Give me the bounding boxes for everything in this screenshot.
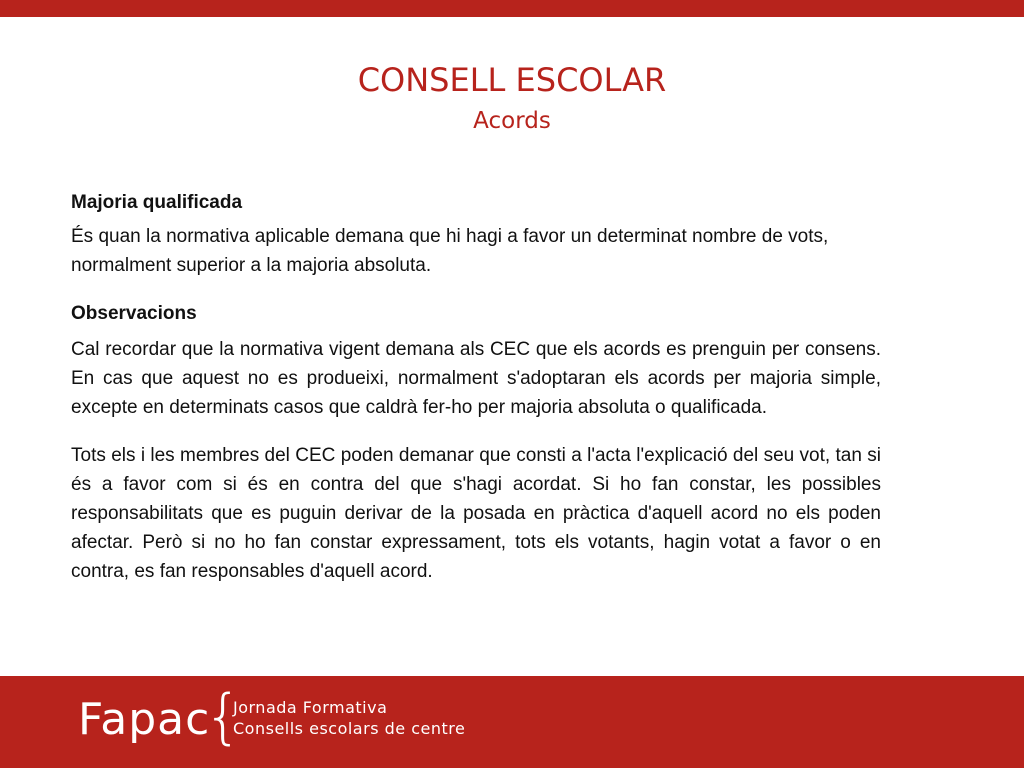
definition-paragraph: És quan la normativa aplicable demana que hi hagi a favor un determinat nombre de vots, normalment superior a la majoria absoluta. — [71, 226, 829, 276]
top-accent-bar — [0, 0, 1024, 17]
observation-paragraph-1: Cal recordar que la normativa vigent demana als CEC que els acords es prenguin per consens. En cas que aquest no es produeixi, normalment s'adoptaran els acords per majoria simple, excepte en determinats casos que caldrà fer-ho per majoria absoluta o qualificada. — [71, 339, 881, 418]
section-heading-observacions: Observacions — [71, 303, 197, 324]
logo-brace: { — [204, 682, 243, 752]
footer-event-subtitle: Consells escolars de centre — [233, 719, 466, 738]
slide-content — [71, 190, 881, 586]
section-heading-majoria-qualificada: Majoria qualificada — [71, 192, 243, 213]
footer-event-title: Jornada Formativa — [233, 698, 388, 717]
slide-subtitle: Acords — [473, 108, 551, 134]
observation-paragraph-2: Tots els i les membres del CEC poden demanar que consti a l'acta l'explicació del seu vot, tan si és a favor com si és en contra del que s'hagi acordat. Si ho fan constar, les possibles responsabilitats que es puguin derivar de la posada en pràctica d'aquell acord no els poden afectar. Però si no ho fan constar expressament, tots els votants, hagin votat a favor o en contra, es fan responsables d'aquell acord. — [71, 445, 881, 582]
fapac-logo: Fapac — [78, 694, 211, 745]
slide-title: CONSELL ESCOLAR — [357, 61, 667, 99]
